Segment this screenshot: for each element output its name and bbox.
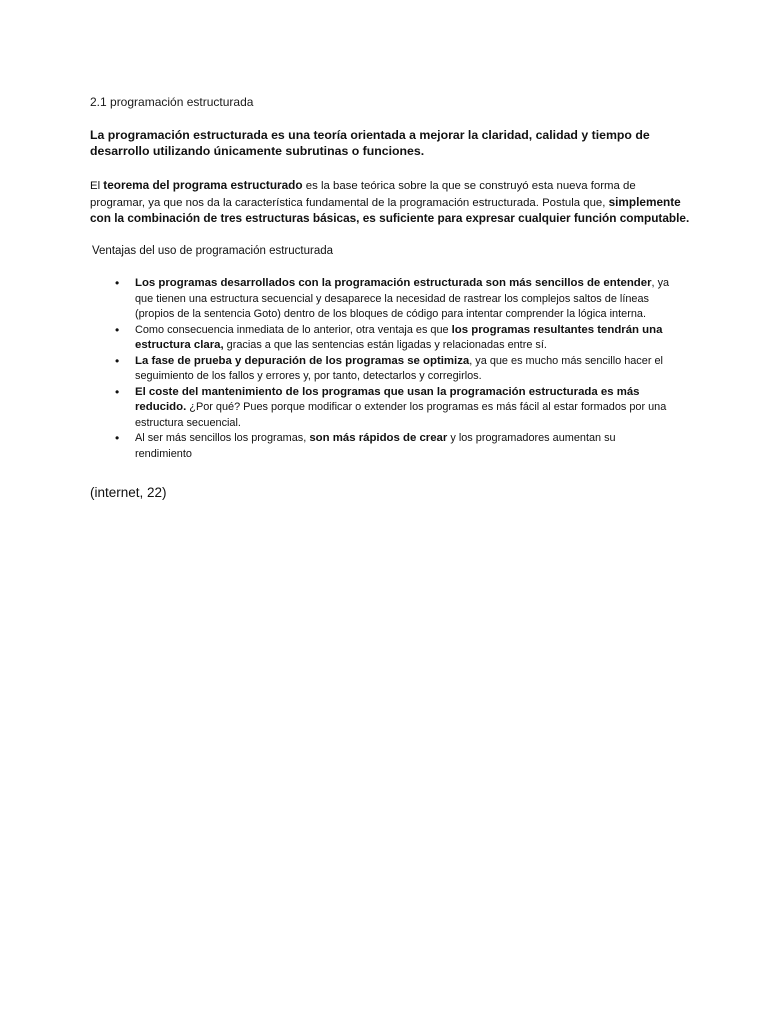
- list-item: [113, 276, 673, 323]
- item-text-bold: los programas resultantes tendrán una estructura clara,: [135, 323, 663, 351]
- citation: (internet, 22): [90, 485, 167, 500]
- list-item: [113, 323, 673, 354]
- item-text-bold: Los programas desarrollados con la programación estructurada son más sencillos de entender: [135, 277, 652, 289]
- list-item: [113, 385, 673, 432]
- bullet-icon: •: [115, 322, 120, 337]
- advantages-list: [113, 276, 673, 462]
- item-text-bold: El coste del mantenimiento de los programas que usan la programación estructurada es más reducido.: [135, 385, 640, 413]
- theorem-text-2: es la base teórica sobre la que se construyó esta nueva forma de programar, ya que nos da la característica fundamental de la programación estructurada. Postula que,: [90, 180, 636, 209]
- intro-paragraph: La programación estructurada es una teoría orientada a mejorar la claridad, calidad y tiempo de desarrollo utilizando únicamente subrutinas o funciones.: [90, 128, 650, 158]
- list-item: [113, 354, 673, 385]
- item-text-post: y los programadores aumentan su rendimiento: [135, 432, 616, 460]
- bullet-icon: •: [115, 431, 120, 445]
- item-text-post: gracias a que las sentencias están ligadas y relacionadas entre sí.: [223, 339, 547, 351]
- bullet-icon: •: [115, 353, 120, 368]
- theorem-bold-2: simplemente con la combinación de tres estructuras básicas, es suficiente para expresar cualquier función computable.: [90, 194, 690, 225]
- theorem-bold-1: teorema del programa estructurado: [103, 178, 303, 192]
- item-text-pre: Al ser más sencillos los programas,: [135, 432, 310, 444]
- advantages-heading: Ventajas del uso de programación estructurada: [92, 245, 334, 257]
- theorem-paragraph: [90, 178, 690, 228]
- list-item: [113, 431, 673, 462]
- item-text-post: , ya que tienen una estructura secuencial y desaparece la necesidad de rastrear los complejos saltos de líneas (propios de la sentencia Goto) dentro de los bloques de código para intentar comprender la lógica interna.: [135, 277, 670, 320]
- item-text-bold: son más rápidos de crear: [309, 432, 448, 444]
- item-text-bold: La fase de prueba y depuración de los programas se optimiza: [135, 354, 470, 367]
- theorem-text-1: El: [90, 180, 104, 192]
- item-text-post: , ya que es mucho más sencillo hacer el seguimiento de los fallos y errores y, por tanto, detectarlos y corregirlos.: [135, 354, 663, 382]
- item-text-post: ¿Por qué? Pues porque modificar o extender los programas es más fácil al estar formados por una estructura secuencial.: [135, 401, 667, 429]
- bullet-icon: •: [115, 276, 120, 290]
- section-heading: 2.1 programación estructurada: [90, 95, 254, 109]
- item-text-pre: Como consecuencia inmediata de lo anterior, otra ventaja es que: [135, 323, 452, 336]
- bullet-icon: •: [115, 384, 120, 399]
